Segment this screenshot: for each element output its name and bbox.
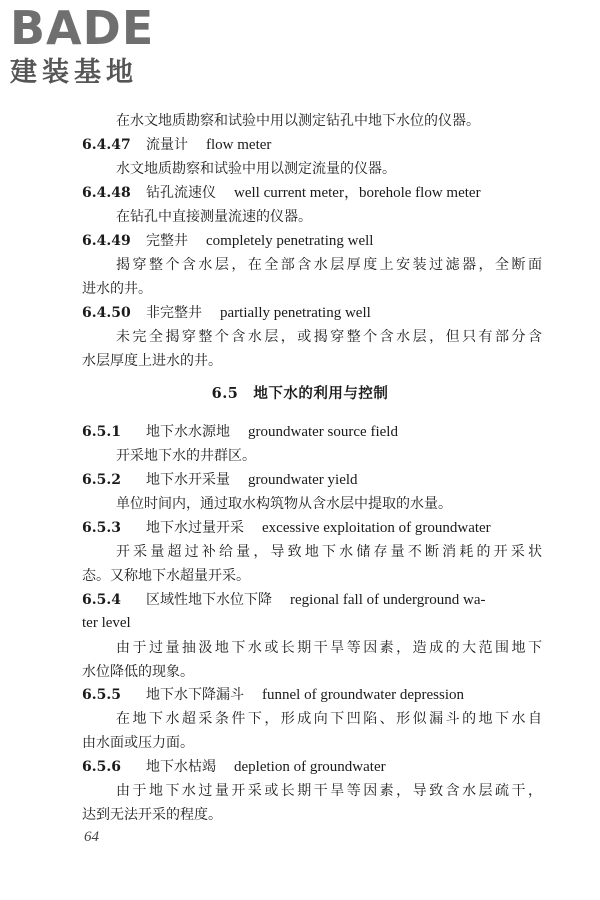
term-chinese: 地下水过量开采 xyxy=(146,520,244,536)
logo-subtitle: 建装基地 xyxy=(10,57,138,88)
term-english: well current meter，borehole flow meter xyxy=(234,185,481,201)
term-entry-6-4-47 xyxy=(82,134,542,156)
term-english: partially penetrating well xyxy=(220,305,371,321)
term-english: ter level xyxy=(82,615,131,631)
term-chinese: 完整井 xyxy=(146,233,188,249)
definition-line: 态。又称地下水超量开采。 xyxy=(82,568,250,584)
term-entry-6-4-49 xyxy=(82,230,542,252)
definition-line: 水层厚度上进水的井。 xyxy=(82,353,222,369)
logo-wordmark: BADE xyxy=(10,1,155,55)
definition-line: 单位时间内，通过取水构筑物从含水层中提取的水量。 xyxy=(116,496,452,512)
term-number: 6.4.47 xyxy=(82,137,131,153)
term-english: regional fall of underground wa- xyxy=(290,592,486,608)
section-heading: 6.5 地下水的利用与控制 xyxy=(211,385,389,402)
term-entry-6-5-4 xyxy=(82,589,542,611)
term-number: 6.4.49 xyxy=(82,233,131,249)
term-chinese: 非完整井 xyxy=(146,305,202,321)
term-entry-6-5-3 xyxy=(82,517,542,539)
term-number: 6.5.2 xyxy=(82,472,121,488)
term-english: funnel of groundwater depression xyxy=(262,687,465,703)
definition-line: 在钻孔中直接测量流速的仪器。 xyxy=(116,209,312,225)
term-entry-6-5-2 xyxy=(82,469,542,491)
term-number: 6.5.6 xyxy=(82,759,121,775)
definition-line: 水位降低的现象。 xyxy=(82,664,194,680)
term-entry-6-5-5 xyxy=(82,684,542,706)
definition-line: 开采量超过补给量，导致地下水储存量不断消耗的开采状 xyxy=(116,544,542,560)
term-number: 6.4.50 xyxy=(82,305,131,321)
definition-line: 达到无法开采的程度。 xyxy=(82,807,222,823)
definition-line: 在地下水超采条件下，形成向下凹陷、形似漏斗的地下水自 xyxy=(116,711,542,727)
term-english: groundwater yield xyxy=(248,472,358,488)
term-english: excessive exploitation of groundwater xyxy=(262,520,491,536)
term-number: 6.5.4 xyxy=(82,592,121,608)
definition-line: 在水文地质勘察和试验中用以测定钻孔中地下水位的仪器。 xyxy=(116,113,480,129)
term-english: groundwater source field xyxy=(248,424,398,440)
term-entry-6-4-48 xyxy=(82,182,542,204)
term-number: 6.4.48 xyxy=(82,185,131,201)
term-entry-6-5-1 xyxy=(82,421,542,443)
definition-line: 开采地下水的井群区。 xyxy=(116,448,256,464)
term-english: depletion of groundwater xyxy=(234,759,386,775)
definition-line: 由于过量抽汲地下水或长期干旱等因素，造成的大范围地下 xyxy=(116,640,542,656)
definition-line: 进水的井。 xyxy=(82,281,152,297)
term-number: 6.5.5 xyxy=(82,687,121,703)
term-chinese: 地下水水源地 xyxy=(146,424,230,440)
definition-line: 揭穿整个含水层，在全部含水层厚度上安装过滤器，全断面 xyxy=(116,257,542,273)
term-entry-6-4-50 xyxy=(82,302,542,324)
term-chinese: 地下水开采量 xyxy=(146,472,230,488)
page-number: 64 xyxy=(84,829,99,845)
definition-line: 由于地下水过量开采或长期干旱等因素，导致含水层疏干， xyxy=(116,783,542,799)
definition-line: 未完全揭穿整个含水层，或揭穿整个含水层，但只有部分含 xyxy=(116,329,542,345)
term-chinese: 地下水枯竭 xyxy=(146,759,216,775)
definition-line: 由水面或压力面。 xyxy=(82,735,194,751)
definition-line: 水文地质勘察和试验中用以测定流量的仪器。 xyxy=(116,161,396,177)
term-number: 6.5.1 xyxy=(82,424,121,440)
term-chinese: 流量计 xyxy=(146,137,188,153)
term-english: flow meter xyxy=(206,137,272,153)
term-chinese: 地下水下降漏斗 xyxy=(146,687,244,703)
term-entry-6-5-6 xyxy=(82,756,542,778)
term-chinese: 区域性地下水位下降 xyxy=(146,592,272,608)
term-number: 6.5.3 xyxy=(82,520,121,536)
term-chinese: 钻孔流速仪 xyxy=(146,185,216,201)
term-english-continuation xyxy=(82,612,542,634)
term-english: completely penetrating well xyxy=(206,233,374,249)
